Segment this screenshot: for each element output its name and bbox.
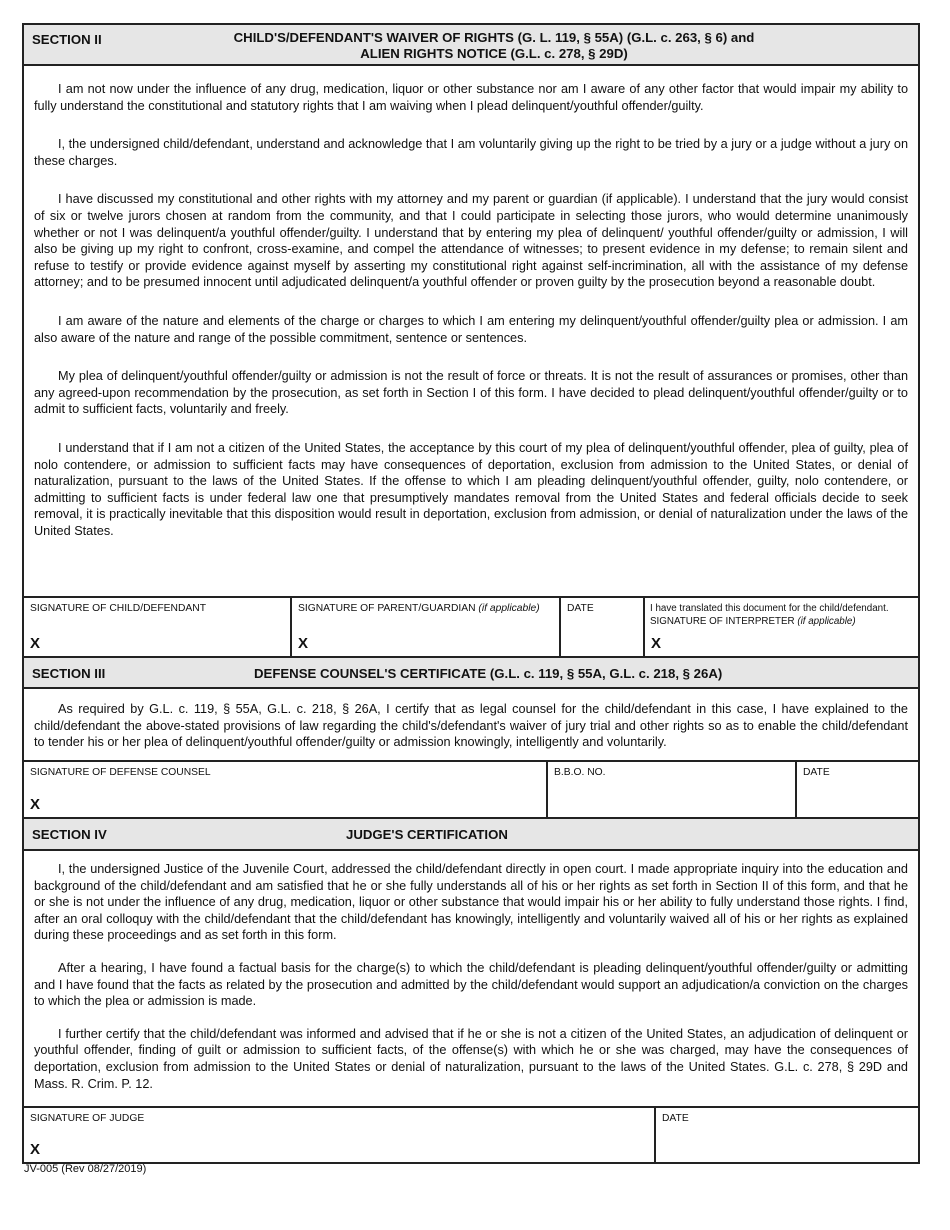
counsel-signature-field[interactable] (24, 762, 548, 817)
section-3-header (24, 658, 918, 689)
waiver-paragraph-3: I have discussed my constitutional and other rights with my attorney and my parent or guardian (if applicable). I understand that the jury would consist of six or twelve jurors chosen at random from the community, and that I could participate in selecting those jurors, who would determine unanimously whether or not I was delinquent/a youthful offender/guilty. I understand that by entering my plea of delinquent/ youthful offender/guilty or admission, I will also be giving up my right to confront, cross-examine, and compel the attendance of witnesses; to present evidence in my defense; to remain silent and refuse to testify or provide evidence against myself by asserting my constitutional right against self-incrimination, all with the assistance of my defense attorney; and to be presumed innocent until adjudicated delinquent/a youthful offender or proven guilty by the prosecution beyond a reasonable doubt. (34, 192, 908, 290)
counsel-certificate-paragraph: As required by G.L. c. 119, § 55A, G.L. c. 218, § 26A, I certify that as legal counsel for the child/defendant in this case, I have explained to the child/defendant the above-stated provisions of law regarding the child's/defendant's waiver of jury trial and other rights so as to enable the child/defendant to tender his or her plea of delinquent/youthful offender/guilty or admission knowingly, intelligently and voluntarily. (34, 702, 908, 750)
section-3-signature-row (24, 762, 918, 819)
section-2-title-line2: ALIEN RIGHTS NOTICE (G.L. c. 278, § 29D) (360, 46, 628, 61)
section-4-label: SECTION IV (32, 827, 107, 842)
section-3-label: SECTION III (32, 666, 106, 681)
judge-paragraph-2: After a hearing, I have found a factual basis for the charge(s) to which the child/defendant is pleading delinquent/youthful offender/guilty or admitting and I have found that the facts as related by the prosecution and admitted by the child/defendant would support an adjudication/a conviction on the charges to which the plea or admission is made. (34, 960, 908, 1009)
parent-signature-field[interactable] (292, 598, 561, 656)
waiver-paragraph-5: My plea of delinquent/youthful offender/guilty or admission is not the result of force or threats. It is not the result of assurances or promises, other than any agreed-upon recommendation by the prosecution, as set forth in Section I of this form. I have decided to plead delinquent/youthful offender/guilty or to admit to sufficient facts, voluntarily and freely. (34, 369, 908, 417)
child-signature-field[interactable] (24, 598, 292, 656)
judge-signature-x: X (30, 1141, 41, 1158)
interpreter-signature-x: X (651, 635, 662, 652)
jv-005-form (22, 23, 920, 1164)
section-3-date-field[interactable] (797, 762, 918, 817)
parent-signature-label-text: SIGNATURE OF PARENT/GUARDIAN (298, 603, 476, 614)
counsel-signature-label: SIGNATURE OF DEFENSE COUNSEL (30, 767, 211, 778)
counsel-signature-x: X (30, 796, 41, 813)
bbo-number-label: B.B.O. NO. (554, 767, 606, 778)
section-4-date-label: DATE (662, 1113, 689, 1124)
judge-signature-field[interactable] (24, 1108, 656, 1162)
parent-signature-label (298, 603, 540, 616)
waiver-paragraph-1: I am not now under the influence of any drug, medication, liquor or other substance nor am I aware of any other factor that would impair my ability to fully understand the constitutional and statutory rights that I am waiving when I plead delinquent/youthful offender/guilty. (34, 82, 908, 113)
section-2-body (24, 66, 918, 598)
section-4-body (24, 851, 918, 1108)
interpreter-note: (if applicable) (797, 615, 856, 627)
section-4-date-field[interactable] (656, 1108, 918, 1162)
section-2-header (24, 25, 918, 66)
child-signature-x: X (30, 635, 41, 652)
waiver-paragraph-2: I, the undersigned child/defendant, understand and acknowledge that I am voluntarily giving up the right to be tried by a jury or a judge without a jury on these charges. (34, 137, 908, 168)
section-2-label: SECTION II (32, 32, 102, 47)
bbo-number-field[interactable] (548, 762, 797, 817)
section-2-title-line1: CHILD'S/DEFENDANT'S WAIVER OF RIGHTS (G. L. 119, § 55A) (G.L. c. 263, § 6) and (233, 30, 755, 45)
alien-rights-paragraph: I understand that if I am not a citizen of the United States, the acceptance by this court of my plea of delinquent/youthful offender, plea of guilty, plea of nolo contendere, or admission to sufficient facts may have consequences of deportation, exclusion from admission to the United States, or denial of naturalization, pursuant to the laws of the United States. If the offense to which I am pleading delinquent/youthful offender, guilty, nolo contendere, or admitting to sufficient facts is under federal law one that presumptively mandates removal from the United States and federal officials decide to seek removal, it is practically inevitable that this disposition would result in deportation, exclusion from admission, or denial of naturalization under the laws of the United States. (34, 440, 908, 538)
child-signature-label: SIGNATURE OF CHILD/DEFENDANT (30, 603, 207, 614)
parent-signature-x: X (298, 635, 309, 652)
section-2-date-field[interactable] (561, 598, 645, 656)
waiver-paragraph-4: I am aware of the nature and elements of the charge or charges to which I am entering my delinquent/youthful offender/guilty plea or admission. I am also aware of the nature and range of the possible commitment, sentence or sentences. (34, 313, 908, 345)
parent-signature-note: (if applicable) (478, 603, 540, 614)
section-4-signature-row (24, 1108, 918, 1162)
interpreter-signature-field[interactable] (645, 598, 918, 656)
section-3-body (24, 689, 918, 762)
section-3-date-label: DATE (803, 767, 830, 778)
section-2-signature-row (24, 598, 918, 658)
section-4-header (24, 819, 918, 851)
section-4-title: JUDGE'S CERTIFICATION (346, 827, 508, 842)
section-2-date-label: DATE (567, 603, 594, 614)
judge-paragraph-3: I further certify that the child/defendant was informed and advised that if he or she is not a citizen of the United States, an adjudication of delinquent or youthful offender, finding of guilt or admission to sufficient facts, of the offense(s) with which he or she was charged, may have the consequences of deportation, exclusion from admission to the United States or denial of naturalization, pursuant to the laws of the United States. G.L. c. 278, § 29D and Mass. R. Crim. P. 12. (34, 1026, 908, 1091)
interpreter-statement: I have translated this document for the child/defendant. (650, 603, 889, 614)
section-2-title (164, 30, 824, 62)
section-3-title: DEFENSE COUNSEL'S CERTIFICATE (G.L. c. 119, § 55A, G.L. c. 218, § 26A) (254, 666, 723, 681)
interpreter-signature-label-text: SIGNATURE OF INTERPRETER (650, 615, 795, 627)
judge-signature-label: SIGNATURE OF JUDGE (30, 1113, 145, 1124)
form-id-footer: JV-005 (Rev 08/27/2019) (24, 1163, 147, 1175)
interpreter-signature-label (650, 603, 889, 628)
judge-paragraph-1: I, the undersigned Justice of the Juvenile Court, addressed the child/defendant directly in open court. I made appropriate inquiry into the education and background of the child/defendant and am satisfied that he or she fully understands all of his or her rights as set forth in Section II of this form, and that he or she is not under the influence of any drug, medication, liquor or other substance that would impair his or her ability to fully understand those rights. I find, after an oral colloquy with the child/defendant that the child/defendant has knowingly, intelligently and voluntarily waived all of his or her rights as explained during these proceedings and as set forth in this form. (34, 862, 908, 943)
